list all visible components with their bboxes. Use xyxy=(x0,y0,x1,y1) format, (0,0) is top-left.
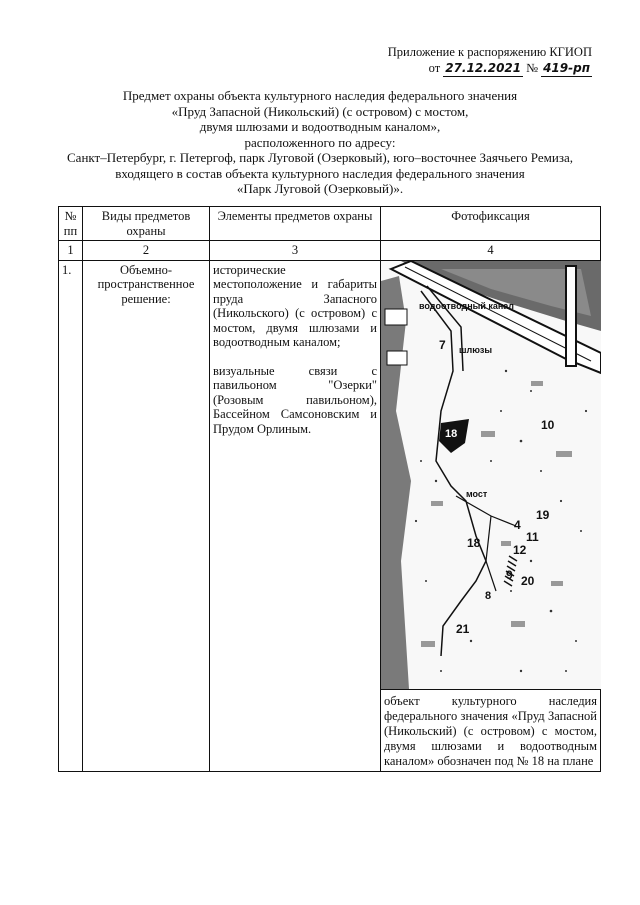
table-row xyxy=(59,260,601,771)
map-label-10: 10 xyxy=(541,417,555,432)
header-number: № пп xyxy=(59,207,83,241)
title-line: Предмет охраны объекта культурного наследия федерального значения xyxy=(122,88,518,103)
title-line: «Пруд Запасной (Никольский) (с островом) с мостом, xyxy=(171,103,469,119)
photo-cell xyxy=(381,260,601,771)
map-label-canal: водоотводный канал xyxy=(419,300,515,311)
photo-caption: объект культурного наследия федерального значения «Пруд Запасной (Никольский) (с островом) с мостом, двумя шлюзами и водоотводным каналом» обозначен под № 18 на плане xyxy=(381,689,600,771)
map-label-bridge: мост xyxy=(466,488,488,499)
title-line: расположенного по адресу: xyxy=(244,134,396,150)
column-number: 3 xyxy=(210,241,381,261)
number-prefix: № xyxy=(526,61,539,75)
elements-paragraph-1: исторические местоположение и габариты пруда Запасного (Никольского) (с островом) с мостом, двумя шлюзами и водоотводным каналом; xyxy=(213,262,377,349)
from-prefix: от xyxy=(428,61,441,75)
map-label-9: 9 xyxy=(506,567,513,582)
title-line: «Парк Луговой (Озерковый)». xyxy=(236,181,404,196)
protection-table xyxy=(58,206,601,772)
map-label-18: 18 xyxy=(467,535,481,550)
header-photo: Фотофиксация xyxy=(381,207,601,241)
header-elements: Элементы предметов охраны xyxy=(210,207,381,241)
document-title xyxy=(30,88,610,197)
map-label-8: 8 xyxy=(485,589,492,602)
row-type: Объемно-пространственное решение: xyxy=(83,260,210,771)
map-label-7: 7 xyxy=(439,337,446,352)
map-label-20: 20 xyxy=(521,573,535,588)
header-type: Виды предметов охраны xyxy=(83,207,210,241)
annex-line: Приложение к распоряжению КГИОП xyxy=(387,45,592,59)
column-number-row xyxy=(59,241,601,261)
map-label-19: 19 xyxy=(536,507,550,522)
map-label-11: 11 xyxy=(526,529,539,544)
map-label-4: 4 xyxy=(514,517,521,532)
table-header-row xyxy=(59,207,601,241)
title-line: входящего в состав объекта культурного наследия федерального значения xyxy=(115,165,525,181)
elements-paragraph-2: визуальные связи с павильоном "Озерки" (Розовым павильоном), Бассейном Самсоновским и Прудом Орлиным. xyxy=(213,363,377,436)
title-line: Санкт–Петербург, г. Петергоф, парк Луговой (Озерковый), юго–восточнее Заячьего Ремиза, xyxy=(67,150,573,165)
map-label-12: 12 xyxy=(513,542,527,557)
map-label-locks: шлюзы xyxy=(459,344,493,355)
map-label-18-island: 18 xyxy=(445,427,458,440)
handwritten-date: 27.12.2021 xyxy=(445,61,522,75)
row-elements xyxy=(210,260,381,771)
row-index: 1. xyxy=(59,260,83,771)
column-number: 4 xyxy=(381,241,601,261)
handwritten-number: 419-рп xyxy=(543,61,590,75)
order-header xyxy=(388,44,592,77)
map-label-21: 21 xyxy=(456,621,470,636)
column-number: 1 xyxy=(59,241,83,261)
order-date-number xyxy=(388,60,592,77)
column-number: 2 xyxy=(83,241,210,261)
title-line: двумя шлюзами и водоотводным каналом», xyxy=(199,119,441,134)
site-plan-map xyxy=(381,261,601,689)
